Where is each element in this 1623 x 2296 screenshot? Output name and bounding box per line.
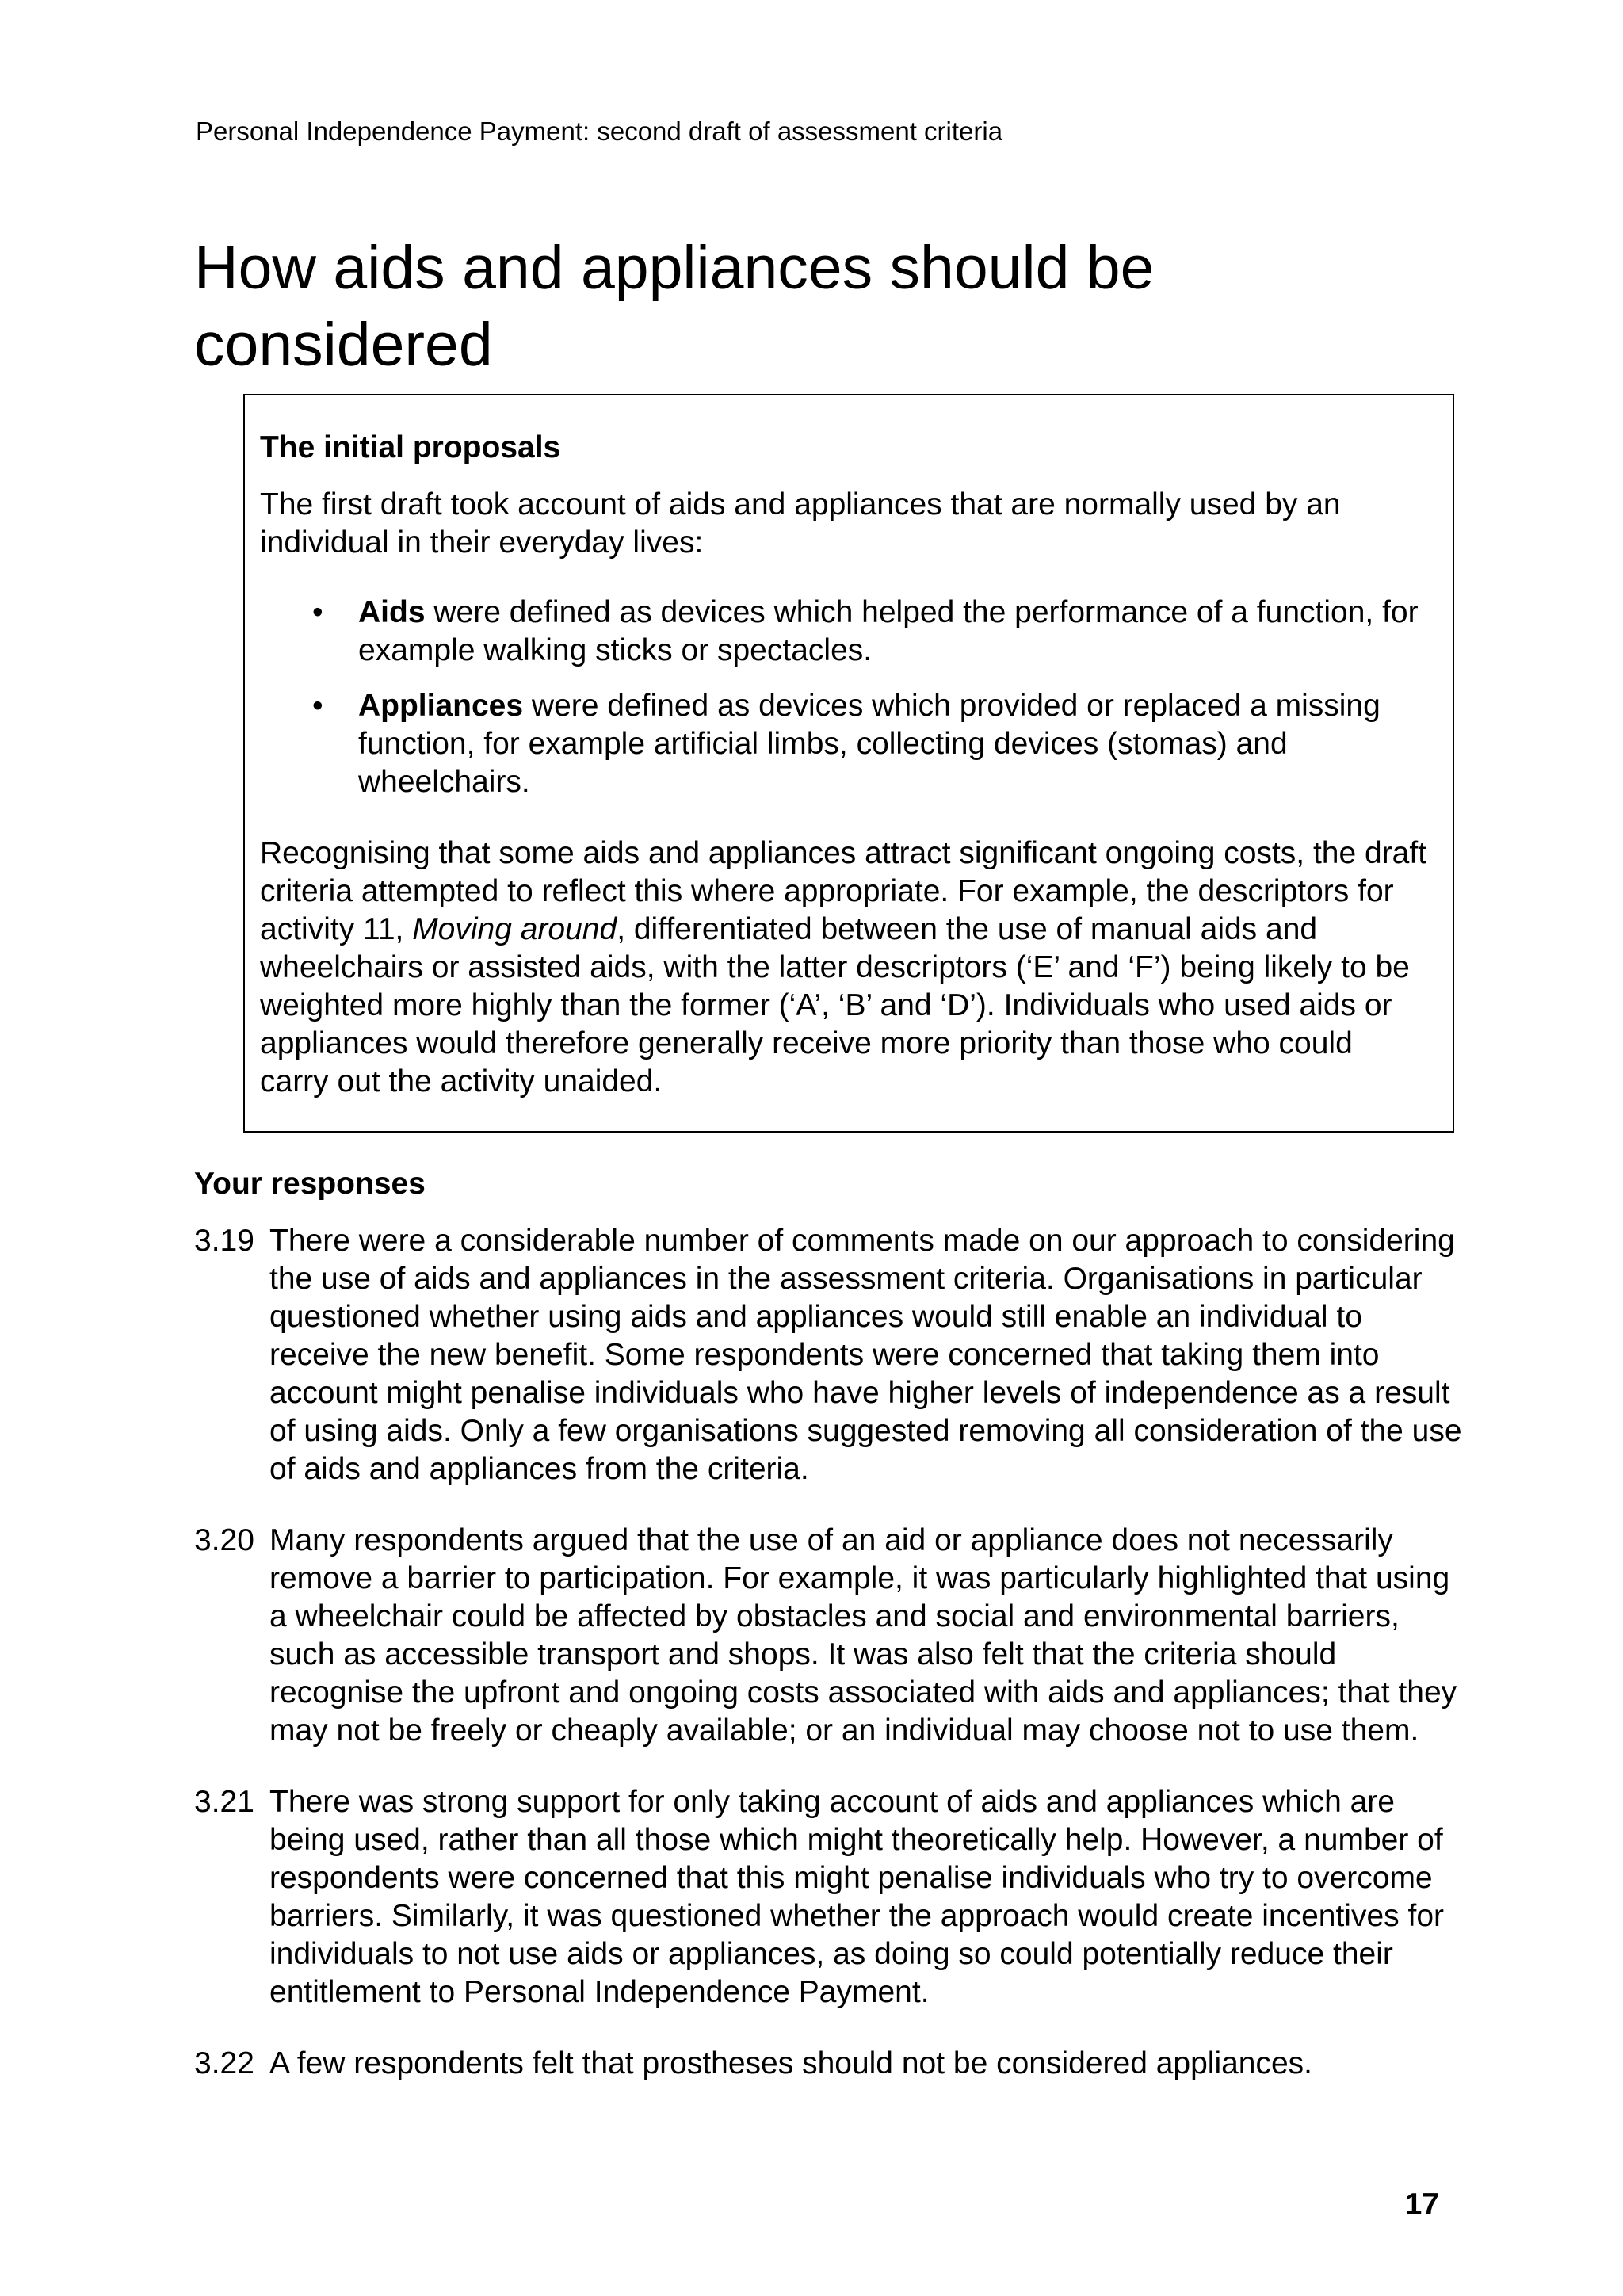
paragraph-text: A few respondents felt that prostheses should not be considered appliances. [269, 2046, 1313, 2080]
bullet-icon: • [312, 689, 323, 723]
definitions-list [260, 594, 1429, 801]
definition-appliances [260, 687, 1429, 801]
closing-activity-name: Moving around [412, 912, 617, 946]
closing-text-start: Recognising that some aids and appliances attract significant ongoing costs, the draft criteria attempted to reflect this where appropriate. For example, the descriptors for activity 11, [260, 836, 1427, 946]
closing-text-end: , differentiated between the use of manual aids and wheelchairs or assisted aids, with the latter descriptors (‘E’ and ‘F’) being likely to be weighted more highly than the former (‘A’, ‘B’ and ‘D’). Individuals who used aids or appliances would therefore generally receive more priority than those who could carry out the activity unaided. [260, 912, 1410, 1098]
paragraph-text: There was strong support for only taking account of aids and appliances which are being used, rather than all those which might theoretically help. However, a number of respondents were concerned that this might penalise individuals who try to overcome barriers. Similarly, it was questioned whether the approach would create incentives for individuals to not use aids or appliances, as doing so could potentially reduce their entitlement to Personal Independence Payment. [269, 1785, 1444, 2009]
paragraph-number: 3.20 [194, 1523, 254, 1557]
paragraph-text: There were a considerable number of comments made on our approach to considering the use of aids and appliances in the assessment criteria. Organisations in particular questioned whether using aids and appliances would still enable an individual to receive the new benefit. Some respondents were concerned that taking them into account might penalise individuals who have higher levels of independence as a result of using aids. Only a few organisations suggested removing all consideration of the use of aids and appliances from the criteria. [269, 1224, 1462, 1486]
initial-proposals-heading: The initial proposals [260, 430, 561, 464]
definition-text: were defined as devices which provided or replaced a missing function, for example artificial limbs, collecting devices (stomas) and wheelchairs. [358, 689, 1381, 799]
paragraph-number: 3.19 [194, 1224, 254, 1258]
response-item [194, 1783, 1462, 2011]
response-item [194, 1222, 1462, 1488]
initial-proposals-closing [260, 835, 1429, 1101]
response-item [194, 2045, 1462, 2083]
paragraph-number: 3.21 [194, 1785, 254, 1819]
responses-list [194, 1222, 1462, 2116]
page-number: 17 [1404, 2187, 1439, 2222]
paragraph-text: Many respondents argued that the use of an aid or appliance does not necessarily remove a barrier to participation. For example, it was particularly highlighted that using a wheelchair could be affected by obstacles and social and environmental barriers, such as accessible transport and shops. It was also felt that the criteria should recognise the upfront and ongoing costs associated with aids and appliances; that they may not be freely or cheaply available; or an individual may choose not to use them. [269, 1523, 1457, 1748]
page-title: How aids and appliances should be considered [194, 234, 1155, 379]
initial-proposals-intro: The first draft took account of aids and appliances that are normally used by an individual in their everyday lives: [260, 487, 1341, 560]
your-responses-heading: Your responses [194, 1167, 426, 1201]
running-header: Personal Independence Payment: second draft of assessment criteria [196, 117, 1003, 146]
definition-aids [260, 594, 1429, 670]
definition-term: Appliances [358, 689, 524, 723]
definition-term: Aids [358, 595, 426, 629]
response-item [194, 1522, 1462, 1750]
bullet-icon: • [312, 595, 323, 629]
definition-text: were defined as devices which helped the performance of a function, for example walking sticks or spectacles. [358, 595, 1419, 667]
initial-proposals-box [243, 394, 1454, 1133]
paragraph-number: 3.22 [194, 2046, 254, 2080]
